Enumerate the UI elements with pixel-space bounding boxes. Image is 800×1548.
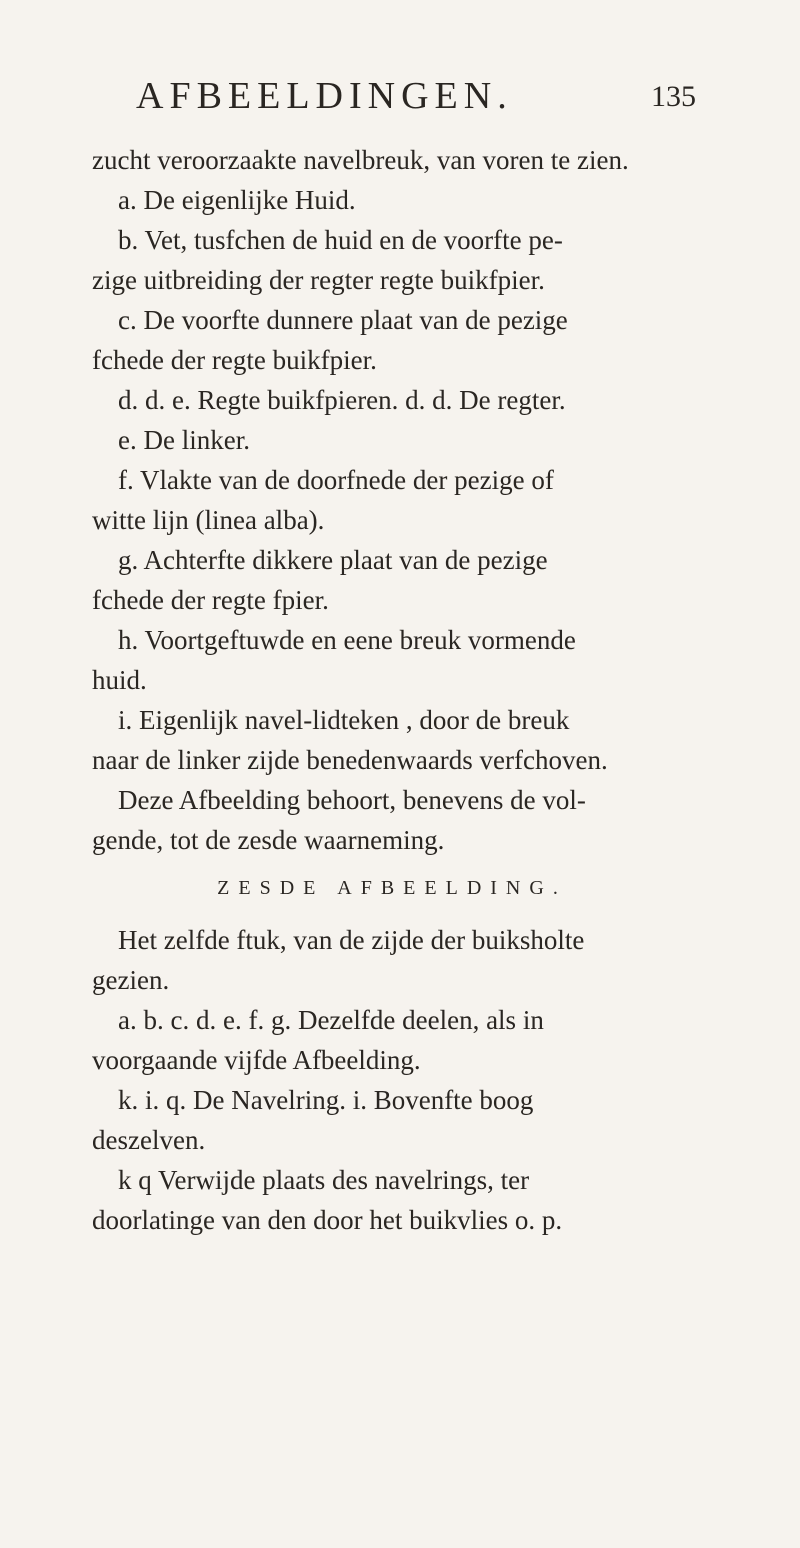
text-line: fchede der regte fpier. (92, 585, 329, 615)
text-line: i. Eigenlijk navel-lidteken , door de breuk (118, 705, 570, 735)
text-line: witte lijn (linea alba). (92, 505, 325, 535)
text-line: Het zelfde ftuk, van de zijde der buiksholte (118, 925, 585, 955)
running-header (136, 74, 696, 118)
text-line: voorgaande vijfde Afbeelding. (92, 1045, 421, 1075)
text-line: k q Verwijde plaats des navelrings, ter (118, 1165, 530, 1195)
text-line: Deze Afbeelding behoort, benevens de vol- (118, 785, 586, 815)
text-line: c. De voorfte dunnere plaat van de pezige (118, 305, 568, 335)
text-line: huid. (92, 665, 147, 695)
text-line: a. b. c. d. e. f. g. Dezelfde deelen, als in (118, 1005, 544, 1035)
text-line: zige uitbreiding der regter regte buikfpier. (92, 265, 545, 295)
text-line: gezien. (92, 965, 170, 995)
text-line: a. De eigenlijke Huid. (118, 185, 356, 215)
text-line: b. Vet, tusfchen de huid en de voorfte pe- (118, 225, 563, 255)
text-line: d. d. e. Regte buikfpieren. d. d. De regter. (118, 385, 566, 415)
section-heading: ZESDE AFBEELDING. (217, 877, 567, 899)
text-line: h. Voortgeftuwde en eene breuk vormende (118, 625, 576, 655)
text-line: g. Achterfte dikkere plaat van de pezige (118, 545, 548, 575)
text-line: gende, tot de zesde waarneming. (92, 825, 445, 855)
text-line: e. De linker. (118, 425, 250, 455)
text-line: k. i. q. De Navelring. i. Bovenfte boog (118, 1085, 534, 1115)
header-title: AFBEELDINGEN. (136, 75, 513, 117)
text-line: naar de linker zijde benedenwaards verfchoven. (92, 745, 608, 775)
page-body (92, 140, 692, 1240)
text-line: zucht veroorzaakte navelbreuk, van voren te zien. (92, 145, 629, 175)
page-number: 135 (651, 80, 696, 113)
text-line: fchede der regte buikfpier. (92, 345, 377, 375)
text-line: deszelven. (92, 1125, 206, 1155)
text-line: doorlatinge van den door het buikvlies o. p. (92, 1205, 563, 1235)
text-line: f. Vlakte van de doorfnede der pezige of (118, 465, 554, 495)
